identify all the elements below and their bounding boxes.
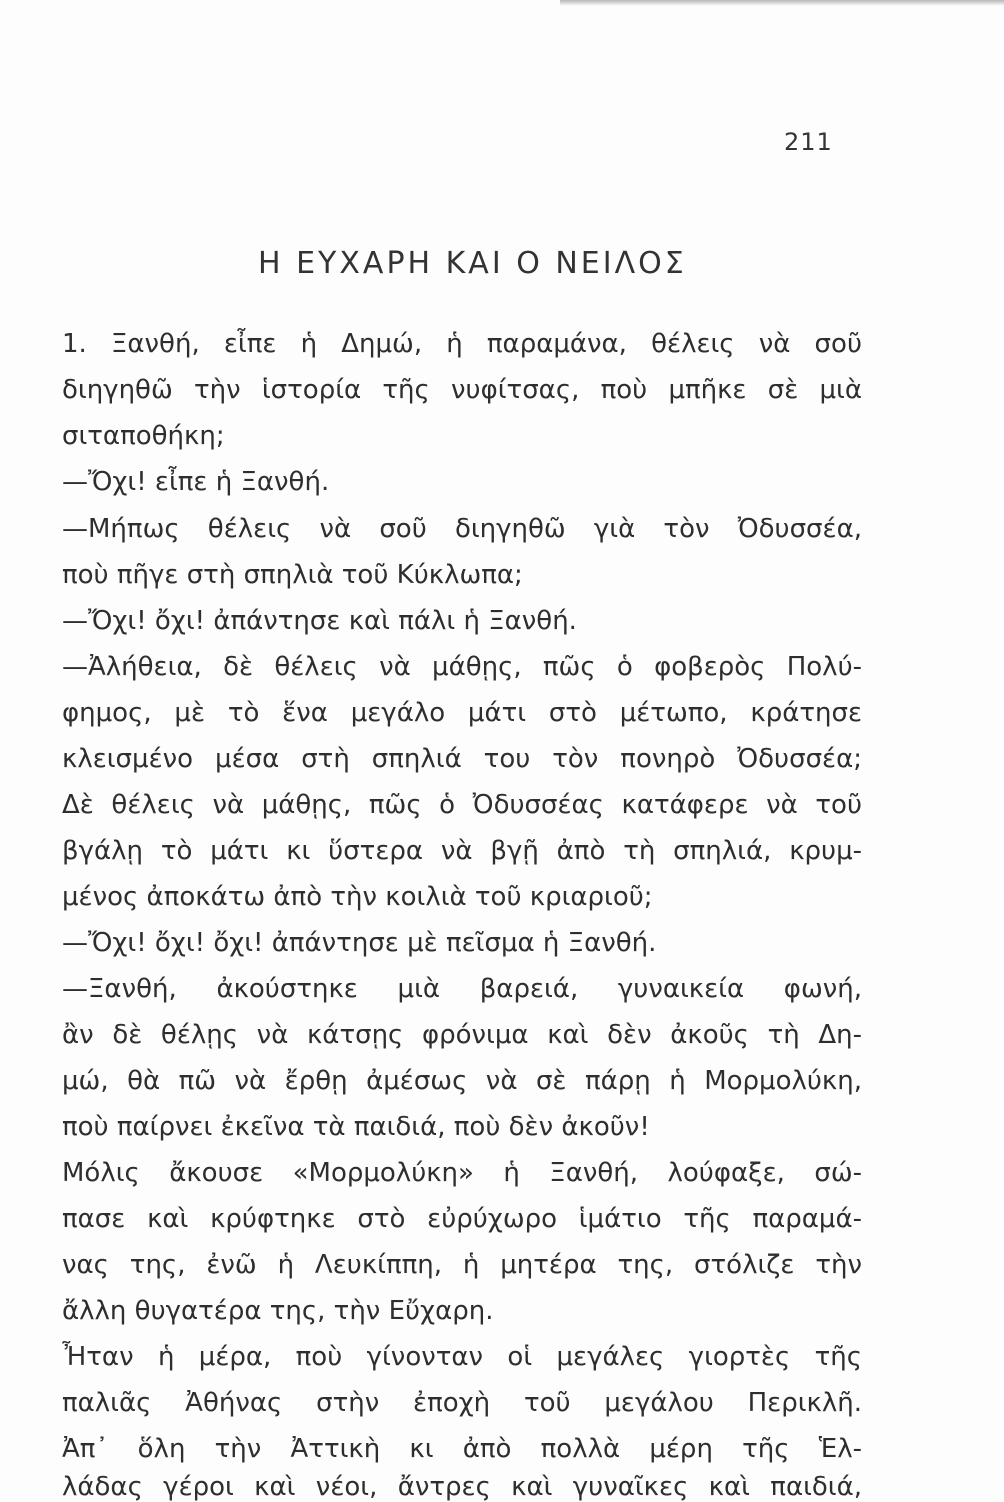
text-line: σιταποθήκη;: [62, 421, 225, 451]
text-line: παλιᾶς Ἀθήνας στὴν ἐποχὴ τοῦ μεγάλου Περικλῆ.: [62, 1388, 862, 1418]
text-line: —Ὄχι! ὄχι! ἀπάντησε καὶ πάλι ἡ Ξανθή.: [62, 606, 577, 636]
page-edge-shadow: [560, 0, 1004, 6]
text-line: διηγηθῶ τὴν ἱστορία τῆς νυφίτσας, ποὺ μπῆκε σὲ μιὰ: [62, 375, 862, 405]
text-line: Δὲ θέλεις νὰ μάθῃς, πῶς ὁ Ὀδυσσέας κατάφερε νὰ τοῦ: [62, 790, 862, 820]
text-line: μώ, θὰ πῶ νὰ ἔρθῃ ἀμέσως νὰ σὲ πάρῃ ἡ Μορμολύκη,: [62, 1066, 862, 1096]
text-line: ἂν δὲ θέλῃς νὰ κάτσῃς φρόνιμα καὶ δὲν ἀκοῦς τὴ Δη-: [62, 1020, 862, 1050]
text-line: νας της, ἐνῶ ἡ Λευκίππη, ἡ μητέρα της, στόλιζε τὴν: [62, 1250, 862, 1280]
text-line: λάδας γέροι καὶ νέοι, ἄντρες καὶ γυναῖκες καὶ παιδιά,: [62, 1472, 862, 1502]
text-line: —Μήπως θέλεις νὰ σοῦ διηγηθῶ γιὰ τὸν Ὀδυσσέα,: [62, 514, 862, 544]
text-line: ποὺ παίρνει ἐκεῖνα τὰ παιδιά, ποὺ δὲν ἀκοῦν!: [62, 1112, 650, 1142]
text-line: —Ὄχι! ὄχι! ὄχι! ἀπάντησε μὲ πεῖσμα ἡ Ξανθή.: [62, 928, 657, 958]
text-line: —Ἀλήθεια, δὲ θέλεις νὰ μάθῃς, πῶς ὁ φοβερὸς Πολύ-: [62, 652, 862, 682]
text-line: μένος ἀποκάτω ἀπὸ τὴν κοιλιὰ τοῦ κριαριοῦ;: [62, 882, 653, 912]
text-line: κλεισμένο μέσα στὴ σπηλιά του τὸν πονηρὸ Ὀδυσσέα;: [62, 744, 862, 774]
text-line: Ἀπ᾿ ὅλη τὴν Ἀττικὴ κι ἀπὸ πολλὰ μέρη τῆς Ἑλ-: [62, 1434, 862, 1464]
page-number: 211: [784, 128, 833, 156]
chapter-title: Η ΕΥΧΑΡΗ ΚΑΙ Ο ΝΕΙΛΟΣ: [258, 246, 687, 281]
text-line: ἄλλη θυγατέρα της, τὴν Εὔχαρη.: [62, 1296, 494, 1326]
text-line: Μόλις ἄκουσε «Μορμολύκη» ἡ Ξανθή, λούφαξε, σώ-: [62, 1158, 862, 1188]
text-line: Ἦταν ἡ μέρα, ποὺ γίνονταν οἱ μεγάλες γιορτὲς τῆς: [62, 1342, 862, 1372]
text-line: φημος, μὲ τὸ ἕνα μεγάλο μάτι στὸ μέτωπο, κράτησε: [62, 698, 862, 728]
text-line: —Ὄχι! εἶπε ἡ Ξανθή.: [62, 467, 330, 497]
text-line: βγάλῃ τὸ μάτι κι ὕστερα νὰ βγῇ ἀπὸ τὴ σπηλιά, κρυμ-: [62, 836, 862, 866]
text-line: 1. Ξανθή, εἶπε ἡ Δημώ, ἡ παραμάνα, θέλεις νὰ σοῦ: [62, 329, 862, 359]
text-line: πασε καὶ κρύφτηκε στὸ εὐρύχωρο ἱμάτιο τῆς παραμά-: [62, 1204, 862, 1234]
text-line: —Ξανθή, ἀκούστηκε μιὰ βαρειά, γυναικεία φωνή,: [62, 974, 862, 1004]
text-line: ποὺ πῆγε στὴ σπηλιὰ τοῦ Κύκλωπα;: [62, 560, 523, 590]
